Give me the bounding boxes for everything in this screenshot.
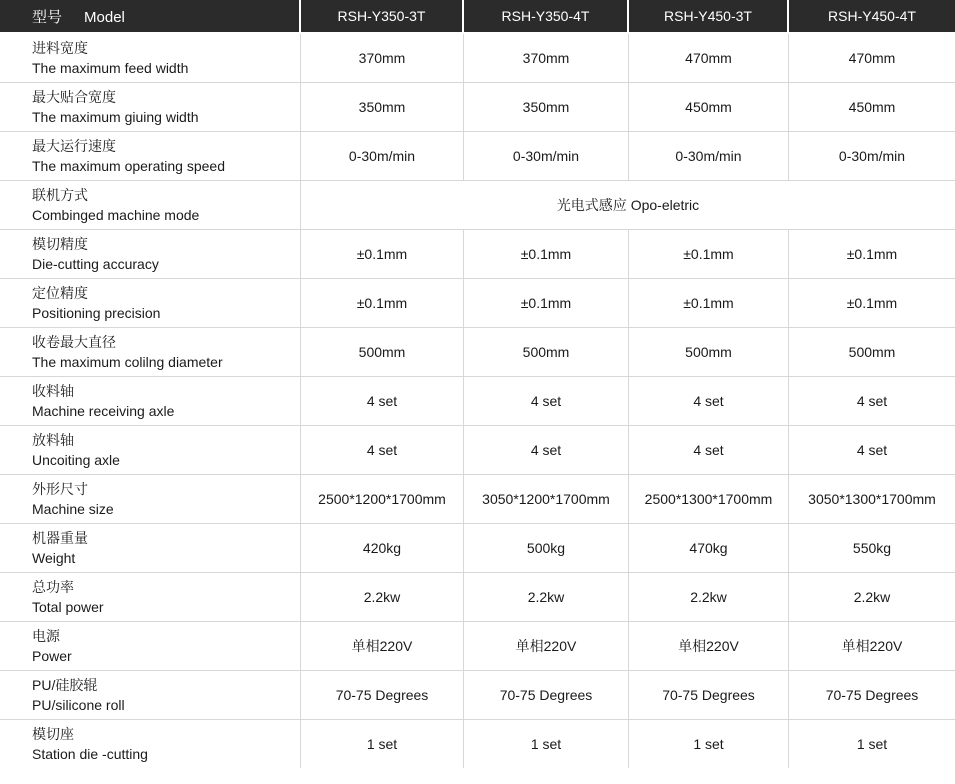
table-row <box>0 34 955 83</box>
table-row <box>0 377 955 426</box>
value-cell: ±0.1mm <box>789 279 955 328</box>
value-cell: 1 set <box>301 720 464 768</box>
value-cell: 1 set <box>464 720 629 768</box>
table-row <box>0 573 955 622</box>
value-cell: 550kg <box>789 524 955 573</box>
value-cell: 2.2kw <box>464 573 629 622</box>
value-cell: 70-75 Degrees <box>301 671 464 720</box>
value-cell: 2500*1200*1700mm <box>301 475 464 524</box>
column-header: RSH-Y350-4T <box>464 0 629 34</box>
value-cell: ±0.1mm <box>301 279 464 328</box>
table-row <box>0 230 955 279</box>
value-cell: 470mm <box>629 34 789 83</box>
model-label-en: Model <box>84 8 125 26</box>
table-row <box>0 426 955 475</box>
row-label-zh: 放料轴 <box>32 432 74 448</box>
row-label-zh: 收卷最大直径 <box>32 334 116 350</box>
value-cell: 4 set <box>301 377 464 426</box>
row-label-en: The maximum colilng diameter <box>32 354 223 370</box>
table-row <box>0 671 955 720</box>
value-cell: 70-75 Degrees <box>464 671 629 720</box>
value-cell: 500mm <box>629 328 789 377</box>
value-cell: ±0.1mm <box>629 279 789 328</box>
value-cell: 4 set <box>789 377 955 426</box>
value-cell: 350mm <box>464 83 629 132</box>
column-header: RSH-Y450-3T <box>629 0 789 34</box>
value-cell: 70-75 Degrees <box>629 671 789 720</box>
value-cell: 450mm <box>629 83 789 132</box>
row-label <box>0 230 301 279</box>
value-cell: 70-75 Degrees <box>789 671 955 720</box>
row-label-en: Combinged machine mode <box>32 207 200 223</box>
row-label <box>0 132 301 181</box>
row-label-zh: 定位精度 <box>32 285 88 301</box>
model-label-zh: 型号 <box>32 8 63 26</box>
value-cell: ±0.1mm <box>301 230 464 279</box>
row-label-zh: 最大运行速度 <box>32 138 116 154</box>
value-cell: 450mm <box>789 83 955 132</box>
table-header <box>0 0 955 34</box>
row-label-en: Uncoiting axle <box>32 452 120 468</box>
value-cell: 单相220V <box>301 622 464 671</box>
header-row <box>0 0 955 34</box>
model-header-cell <box>0 0 301 34</box>
row-label-zh: 机器重量 <box>32 530 88 546</box>
table-row <box>0 83 955 132</box>
value-cell: 3050*1200*1700mm <box>464 475 629 524</box>
value-cell: 2500*1300*1700mm <box>629 475 789 524</box>
column-header: RSH-Y350-3T <box>301 0 464 34</box>
value-cell: 0-30m/min <box>629 132 789 181</box>
row-label-en: Machine size <box>32 501 114 517</box>
row-label-en: Machine receiving axle <box>32 403 175 419</box>
row-label <box>0 181 301 230</box>
value-cell: 1 set <box>856 736 888 752</box>
value-cell: 单相220V <box>789 622 955 671</box>
row-label-zh: 外形尺寸 <box>32 481 88 497</box>
row-label-zh: 模切精度 <box>32 236 88 252</box>
row-label <box>0 720 301 768</box>
row-label-zh: 总功率 <box>32 579 74 595</box>
value-cell: 470kg <box>629 524 789 573</box>
column-header: RSH-Y450-4T <box>789 0 955 34</box>
value-cell: 500mm <box>789 328 955 377</box>
row-label <box>0 83 301 132</box>
value-cell: 4 set <box>629 426 789 475</box>
value-cell: 500mm <box>464 328 629 377</box>
row-label <box>0 279 301 328</box>
row-label-en: Station die -cutting <box>32 746 148 762</box>
value-cell: 4 set <box>789 426 955 475</box>
table-row <box>0 279 955 328</box>
table-row <box>0 328 955 377</box>
value-cell: 370mm <box>301 34 464 83</box>
merged-value-cell: 光电式感应 Opo-eletric <box>301 181 955 230</box>
row-label <box>0 524 301 573</box>
value-cell: 4 set <box>464 377 629 426</box>
value-cell: ±0.1mm <box>464 279 629 328</box>
row-label <box>0 328 301 377</box>
value-cell: 420kg <box>301 524 464 573</box>
row-label <box>0 377 301 426</box>
table-body <box>0 34 955 768</box>
value-cell: 3050*1300*1700mm <box>789 475 955 524</box>
value-cell: 470mm <box>789 34 955 83</box>
value-cell: 2.2kw <box>789 573 955 622</box>
row-label-en: The maximum operating speed <box>32 158 225 174</box>
row-label-zh: 收料轴 <box>32 383 74 399</box>
table-row <box>0 622 955 671</box>
row-label-zh: PU/硅胶辊 <box>32 677 98 693</box>
value-cell: 370mm <box>464 34 629 83</box>
row-label-en: Power <box>32 648 72 664</box>
row-label-en: Weight <box>32 550 76 566</box>
row-label-en: Total power <box>32 599 104 615</box>
table-row <box>0 475 955 524</box>
value-cell: 500mm <box>301 328 464 377</box>
row-label-zh: 模切座 <box>32 726 74 742</box>
value-cell: 单相220V <box>629 622 789 671</box>
value-cell: ±0.1mm <box>789 230 955 279</box>
row-label <box>0 573 301 622</box>
row-label-en: PU/silicone roll <box>32 697 125 713</box>
value-cell: 0-30m/min <box>301 132 464 181</box>
value-cell: ±0.1mm <box>629 230 789 279</box>
table-row <box>0 524 955 573</box>
value-cell: 2.2kw <box>301 573 464 622</box>
row-label <box>0 426 301 475</box>
value-cell: 0-30m/min <box>464 132 629 181</box>
row-label-en: The maximum giuing width <box>32 109 199 125</box>
value-cell: 350mm <box>301 83 464 132</box>
value-cell: 4 set <box>464 426 629 475</box>
value-cell: 2.2kw <box>629 573 789 622</box>
row-label-zh: 最大贴合宽度 <box>32 89 116 105</box>
table-row <box>0 132 955 181</box>
table-row <box>0 181 955 230</box>
row-label-en: The maximum feed width <box>32 60 189 76</box>
value-cell: 500kg <box>464 524 629 573</box>
row-label <box>0 34 301 83</box>
row-label <box>0 475 301 524</box>
row-label-zh: 进料宽度 <box>32 40 88 56</box>
row-label <box>0 671 301 720</box>
value-cell: 4 set <box>301 426 464 475</box>
table-row <box>0 720 955 768</box>
row-label-en: Positioning precision <box>32 305 161 321</box>
row-label-en: Die-cutting accuracy <box>32 256 159 272</box>
value-cell: 1 set <box>629 720 789 768</box>
row-label <box>0 622 301 671</box>
value-cell: ±0.1mm <box>464 230 629 279</box>
value-cell: 单相220V <box>464 622 629 671</box>
value-cell: 0-30m/min <box>789 132 955 181</box>
row-label-zh: 电源 <box>32 628 60 644</box>
value-cell: 4 set <box>629 377 789 426</box>
row-label-zh: 联机方式 <box>32 187 88 203</box>
